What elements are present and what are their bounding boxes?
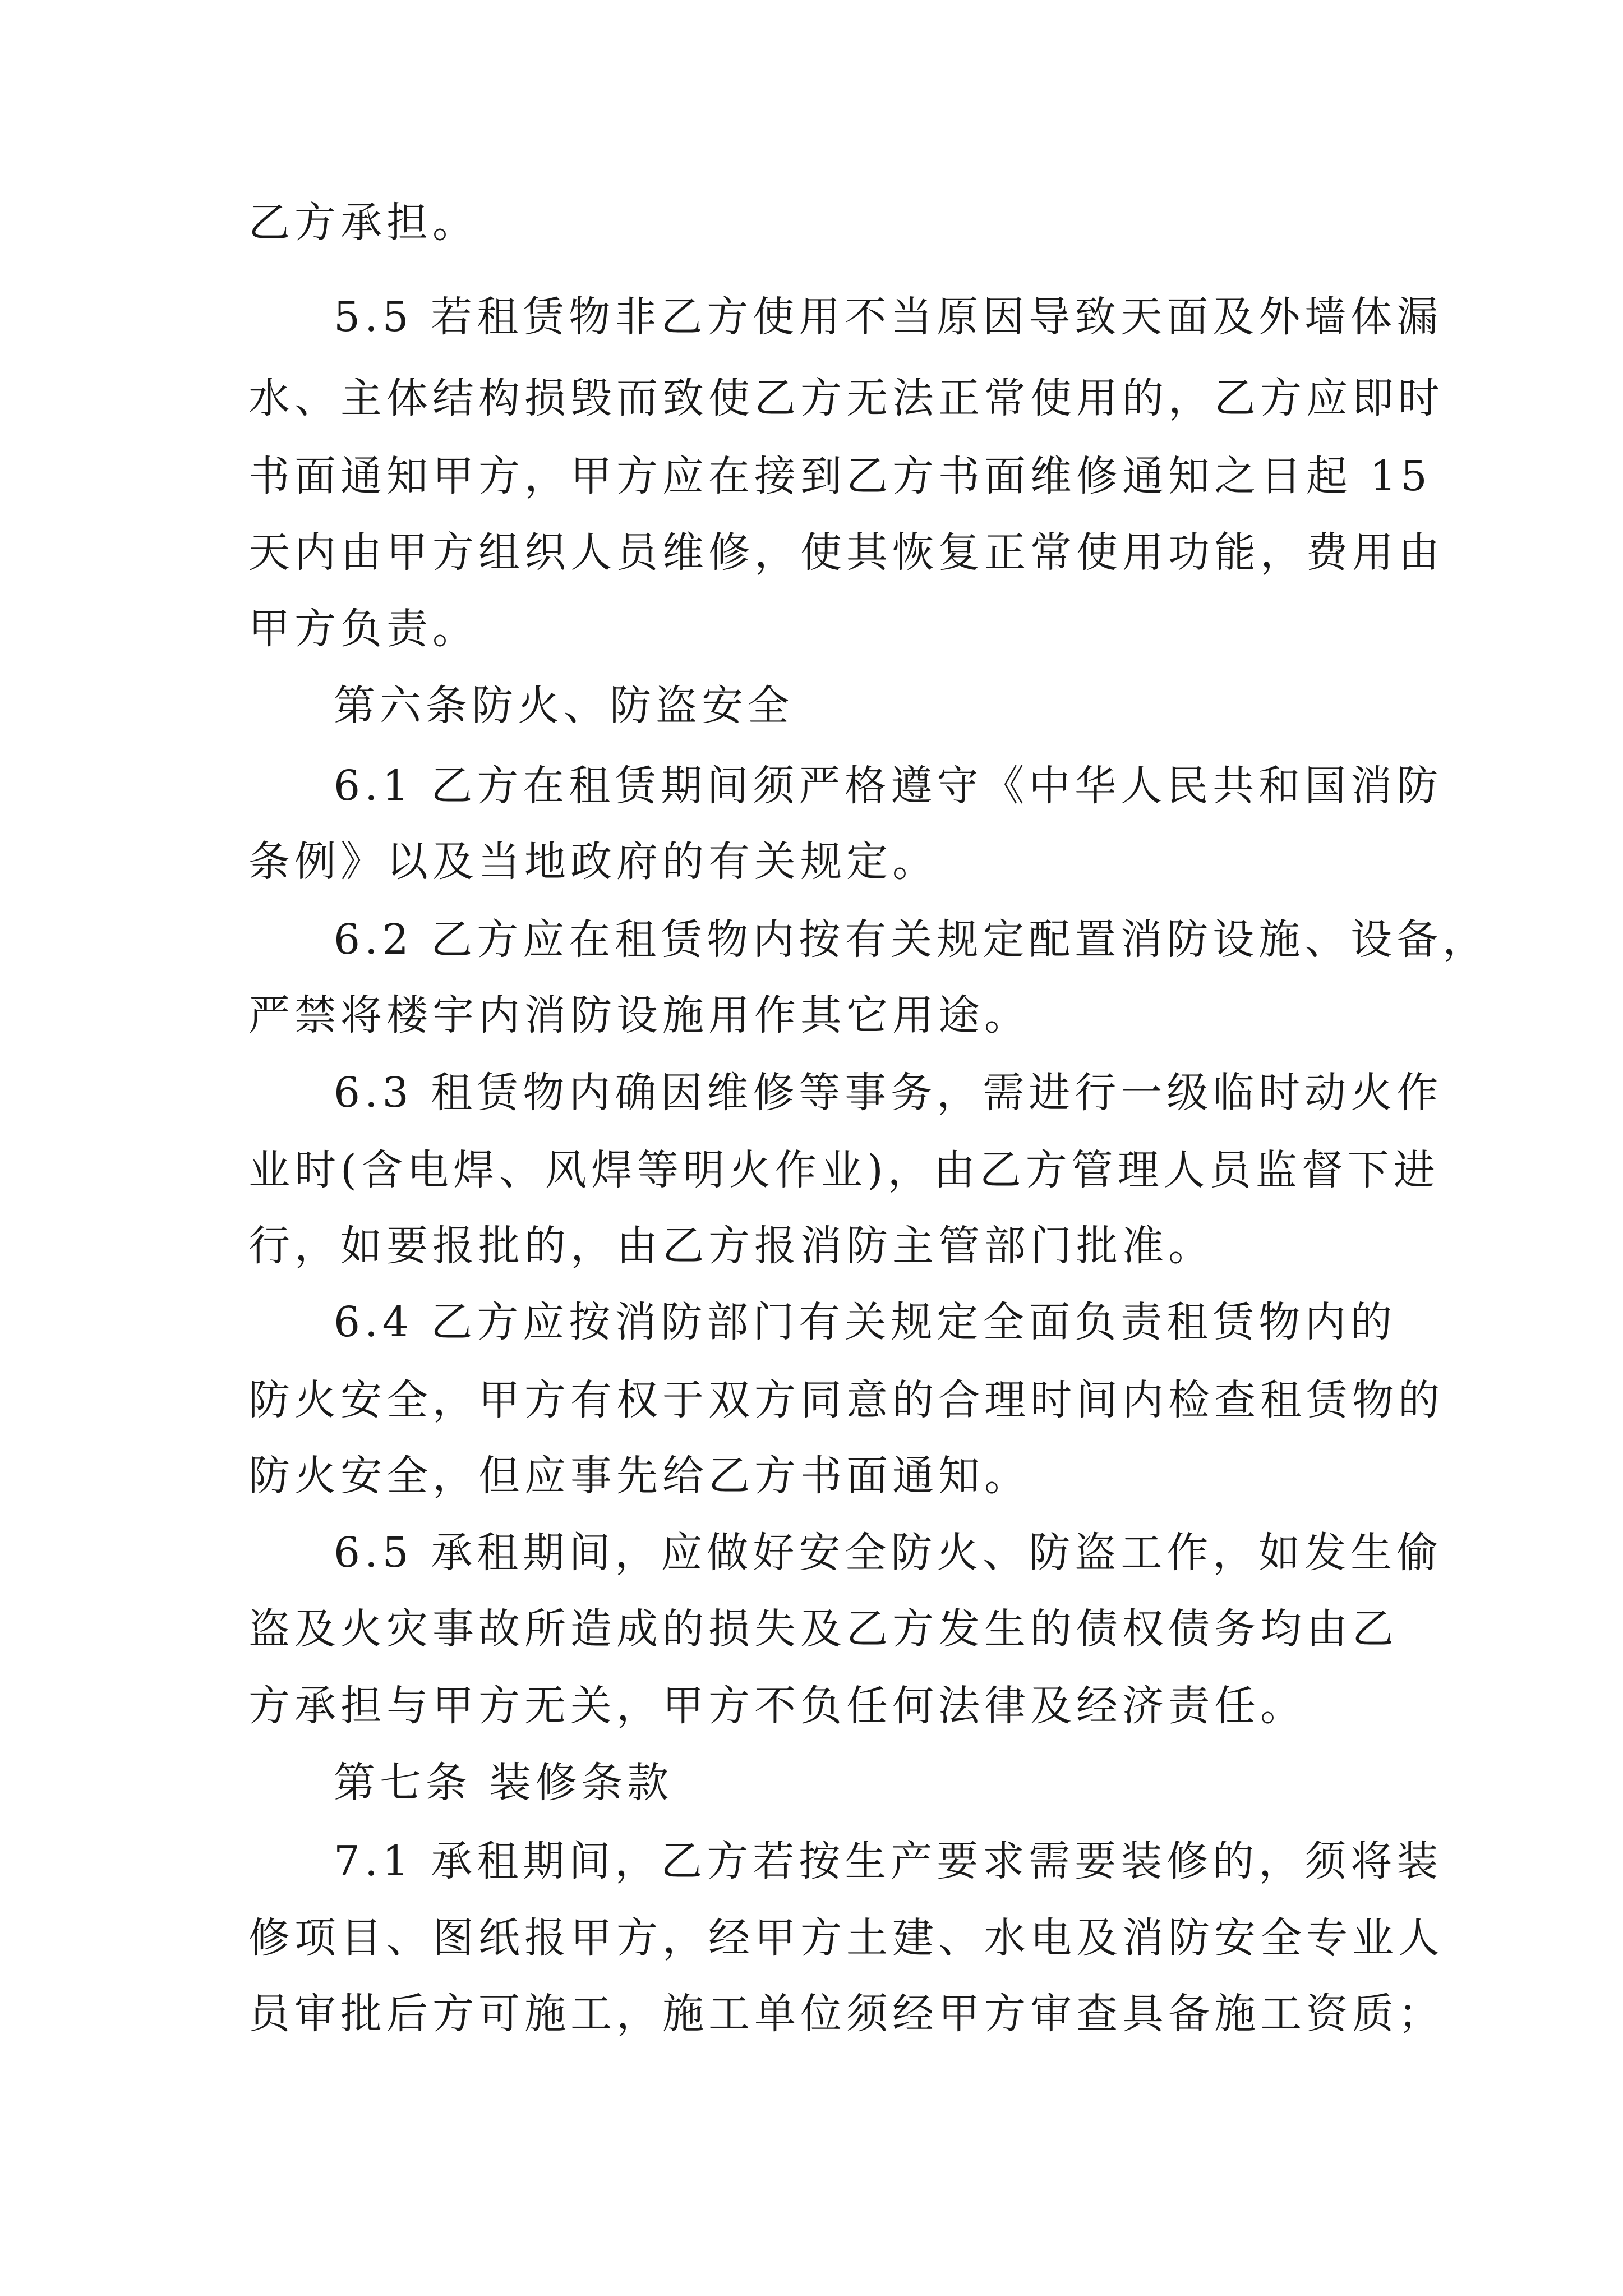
text-line: 防火安全，但应事先给乙方书面通知。: [248, 1452, 1030, 1500]
text-line: 防火安全，甲方有权于双方同意的合理时间内检查租赁物的: [248, 1376, 1444, 1424]
text-line: 5.5 若租赁物非乙方使用不当原因导致天面及外墙体漏: [334, 293, 1443, 341]
text-line: 书面通知甲方，甲方应在接到乙方书面维修通知之日起 15: [248, 452, 1432, 500]
text-line: 6.1 乙方在租赁期间须严格遵守《中华人民共和国消防: [334, 762, 1443, 810]
text-line: 甲方负责。: [248, 605, 478, 653]
section-heading: 第六条防火、防盗安全: [334, 682, 794, 730]
text-line: 6.4 乙方应按消防部门有关规定全面负责租赁物内的: [334, 1298, 1397, 1346]
text-line: 方承担与甲方无关，甲方不负任何法律及经济责任。: [248, 1682, 1306, 1730]
section-heading: 第七条 装修条款: [334, 1759, 674, 1807]
text-line: 7.1 承租期间，乙方若按生产要求需要装修的，须将装: [334, 1837, 1443, 1885]
text-line: 6.5 承租期间，应做好安全防火、防盗工作，如发生偷: [334, 1529, 1443, 1577]
text-line: 6.3 租赁物内确因维修等事务，需进行一级临时动火作: [334, 1069, 1443, 1117]
text-line: 修项目、图纸报甲方，经甲方土建、水电及消防安全专业人: [248, 1914, 1444, 1962]
text-line: 6.2 乙方应在租赁物内按有关规定配置消防设施、设备，: [334, 915, 1489, 964]
text-line: 业时(含电焊、风焊等明火作业)，由乙方管理人员监督下进: [248, 1146, 1440, 1194]
text-line: 乙方承担。: [248, 199, 478, 247]
text-line: 严禁将楼宇内消防设施用作其它用途。: [248, 991, 1030, 1039]
text-line: 天内由甲方组织人员维修，使其恢复正常使用功能，费用由: [248, 528, 1444, 577]
text-line: 行，如要报批的，由乙方报消防主管部门批准。: [248, 1222, 1214, 1270]
text-line: 条例》以及当地政府的有关规定。: [248, 838, 938, 886]
text-line: 员审批后方可施工，施工单位须经甲方审查具备施工资质；: [248, 1990, 1444, 2038]
text-line: 盗及火灾事故所造成的损失及乙方发生的债权债务均由乙: [248, 1605, 1398, 1653]
text-line: 水、主体结构损毁而致使乙方无法正常使用的，乙方应即时: [248, 374, 1444, 422]
